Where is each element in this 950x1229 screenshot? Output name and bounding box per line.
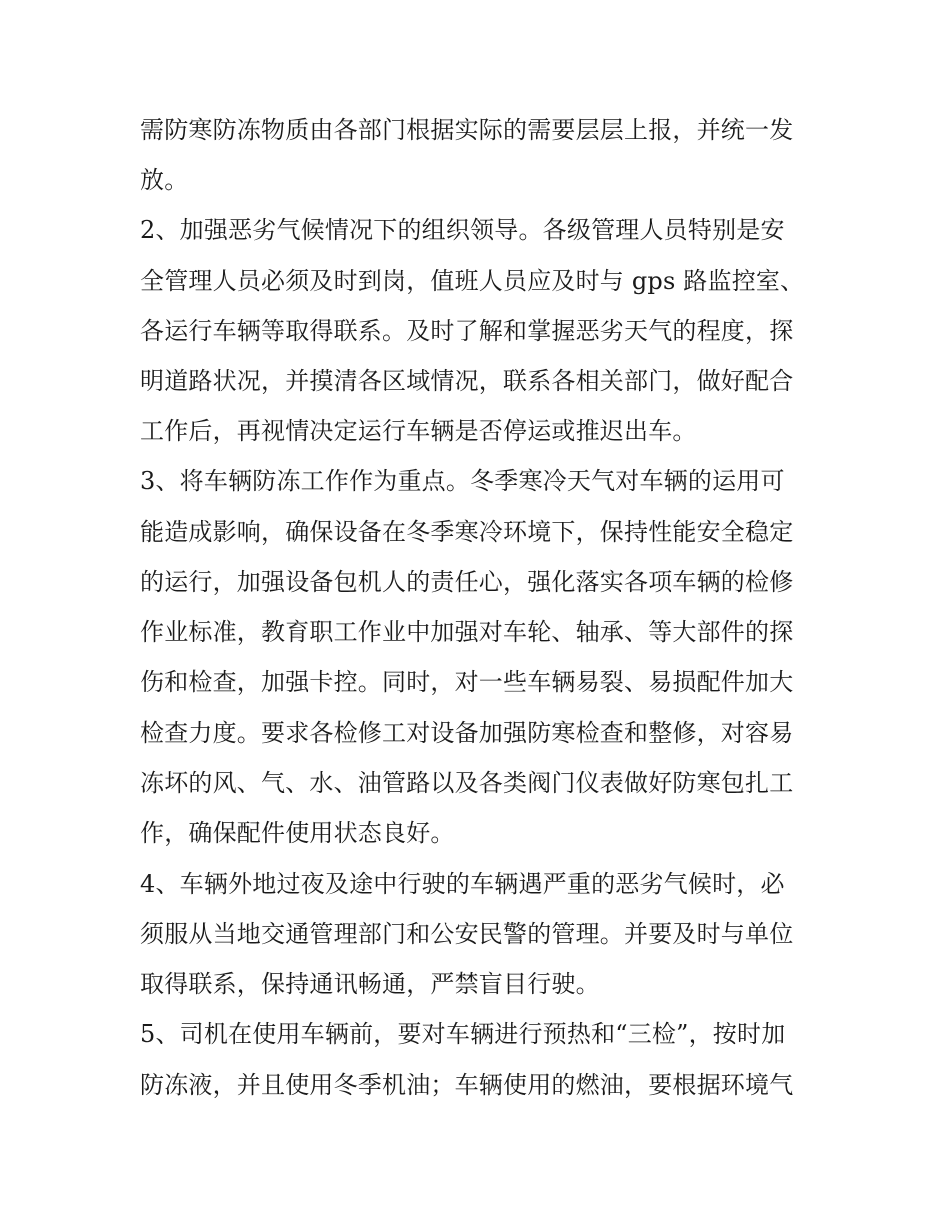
text-line: 放。 [140,166,189,194]
text-line: 取得联系，保持通讯畅通，严禁盲目行驶。 [140,970,600,998]
text-line: 能造成影响，确保设备在冬季寒冷环境下，保持性能安全稳定 [140,518,794,546]
text-line: 须服从当地交通管理部门和公安民警的管理。并要及时与单位 [140,920,794,948]
text-line: 工作后，再视情决定运行车辆是否停运或推迟出车。 [140,417,697,445]
text-line: 2、加强恶劣气候情况下的组织领导。各级管理人员特别是安 [140,216,785,244]
text-line: 明道路状况，并摸清各区域情况，联系各相关部门，做好配合 [140,367,794,395]
text-line: 需防寒防冻物质由各部门根据实际的需要层层上报，并统一发 [140,116,794,144]
text-line: 4、车辆外地过夜及途中行驶的车辆遇严重的恶劣气候时，必 [140,870,785,898]
text-line: 的运行，加强设备包机人的责任心，强化落实各项车辆的检修 [140,568,794,596]
text-line: 各运行车辆等取得联系。及时了解和掌握恶劣天气的程度，探 [140,317,794,345]
text-line: 3、将车辆防冻工作作为重点。冬季寒冷天气对车辆的运用可 [140,467,785,495]
text-line: 检查力度。要求各检修工对设备加强防寒检查和整修，对容易 [140,719,794,747]
text-line: 5、司机在使用车辆前，要对车辆进行预热和“三检”，按时加 [140,1020,786,1048]
text-line: 全管理人员必须及时到岗，值班人员应及时与 gps 路监控室、 [140,267,805,295]
text-line: 防冻液，并且使用冬季机油；车辆使用的燃油，要根据环境气 [140,1071,794,1099]
text-line: 冻坏的风、气、水、油管路以及各类阀门仪表做好防寒包扎工 [140,769,794,797]
text-line: 作业标准，教育职工作业中加强对车轮、轴承、等大部件的探 [140,618,794,646]
text-line: 作，确保配件使用状态良好。 [140,819,455,847]
text-line: 伤和检查，加强卡控。同时，对一些车辆易裂、易损配件加大 [140,668,794,696]
